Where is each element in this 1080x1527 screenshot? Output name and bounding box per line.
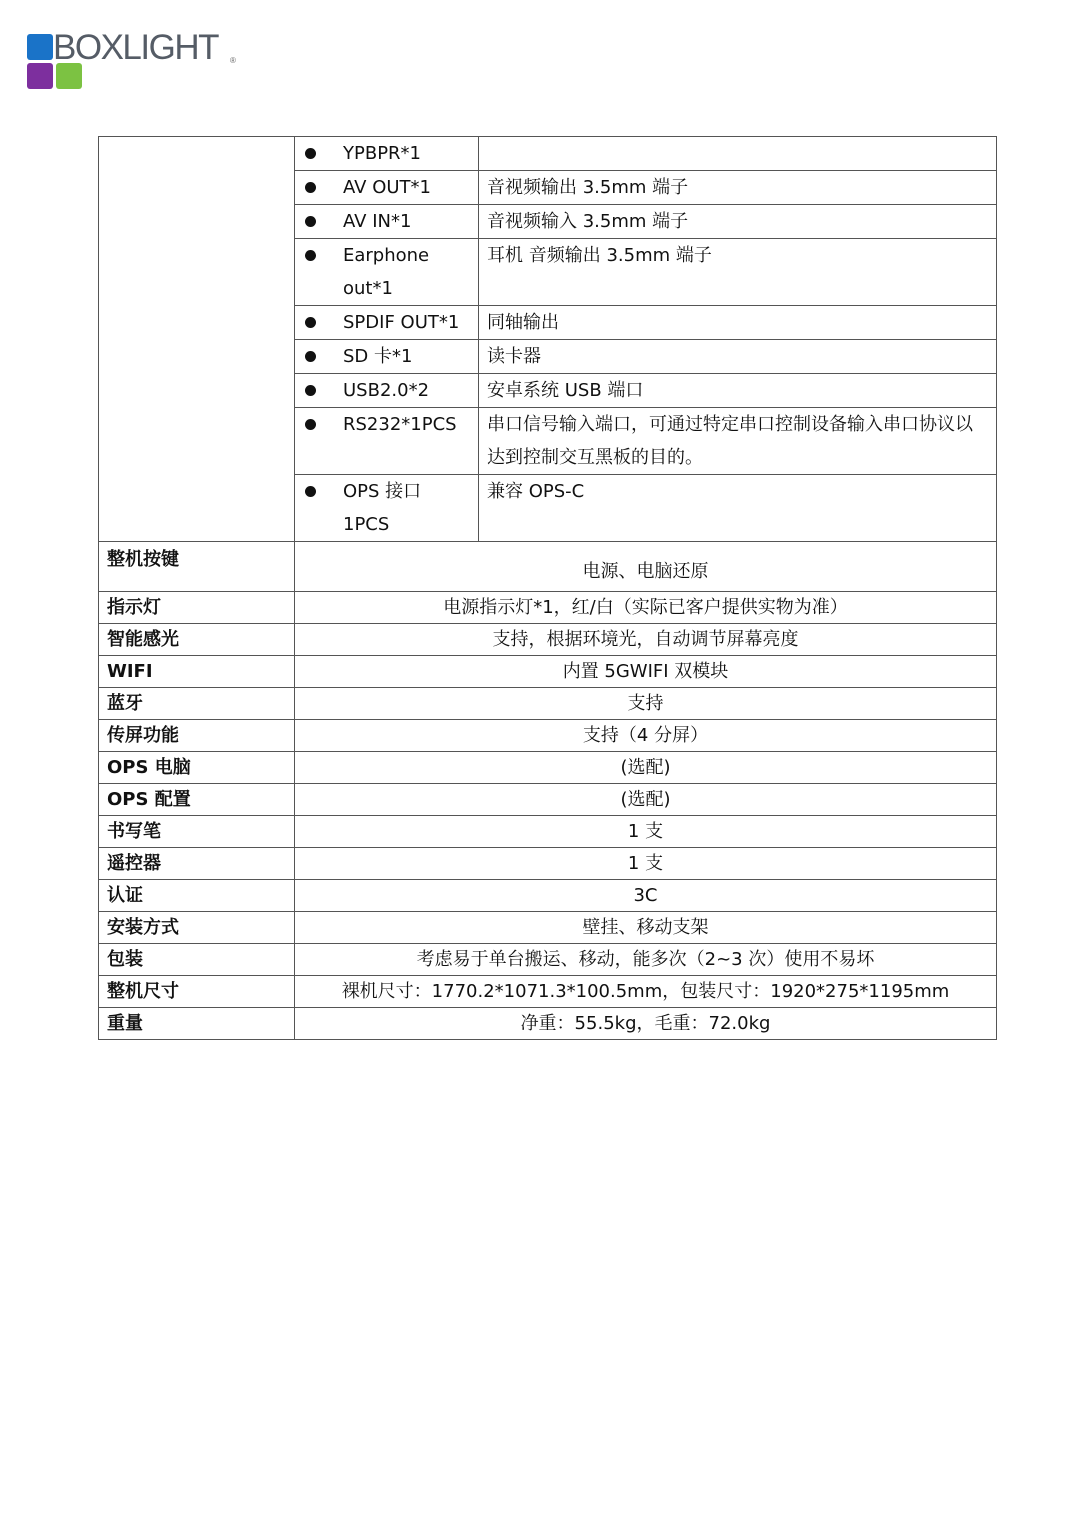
spec-value: (选配)	[295, 784, 997, 816]
table-row	[99, 848, 997, 880]
logo-trademark: ®	[230, 56, 236, 65]
spec-label: 重量	[99, 1008, 295, 1040]
port-name: YPBPR*1	[343, 143, 422, 164]
table-row	[99, 752, 997, 784]
spec-label: OPS 配置	[99, 784, 295, 816]
spec-label: 整机按键	[99, 542, 295, 592]
spec-label: 包装	[99, 944, 295, 976]
spec-label: 指示灯	[99, 592, 295, 624]
spec-value: (选配)	[295, 752, 997, 784]
logo-wordmark: BOXLIGHT	[53, 28, 218, 67]
port-description: 读卡器	[479, 340, 997, 374]
port-description: 同轴输出	[479, 306, 997, 340]
port-name: SPDIF OUT*1	[343, 312, 460, 333]
table-row	[99, 816, 997, 848]
table-row	[99, 784, 997, 816]
table-row	[99, 720, 997, 752]
bullet-icon	[305, 385, 316, 396]
table-row	[99, 880, 997, 912]
spec-label: 智能感光	[99, 624, 295, 656]
table-row	[99, 1008, 997, 1040]
spec-label: OPS 电脑	[99, 752, 295, 784]
spec-table	[98, 136, 997, 1040]
port-description: 安卓系统 USB 端口	[479, 374, 997, 408]
spec-label: 遥控器	[99, 848, 295, 880]
spec-value: 1 支	[295, 816, 997, 848]
table-row	[99, 912, 997, 944]
port-name: USB2.0*2	[343, 380, 430, 401]
spec-value: 电源指示灯*1，红/白（实际已客户提供实物为准）	[295, 592, 997, 624]
port-name: OPS 接口 1PCS	[343, 481, 422, 535]
spec-label: 整机尺寸	[99, 976, 295, 1008]
port-description	[479, 137, 997, 171]
table-row	[99, 656, 997, 688]
interfaces-label-cell	[99, 137, 295, 542]
port-name: Earphone out*1	[343, 245, 430, 299]
spec-label: 安装方式	[99, 912, 295, 944]
boxlight-logo	[27, 30, 267, 92]
table-row	[99, 976, 997, 1008]
port-description: 耳机 音频输出 3.5mm 端子	[479, 239, 997, 306]
bullet-icon	[305, 317, 316, 328]
bullet-icon	[305, 486, 316, 497]
bullet-icon	[305, 419, 316, 430]
port-description: 音视频输出 3.5mm 端子	[479, 171, 997, 205]
spec-label: 书写笔	[99, 816, 295, 848]
port-description: 音视频输入 3.5mm 端子	[479, 205, 997, 239]
table-row	[99, 624, 997, 656]
table-row	[99, 137, 997, 171]
table-row	[99, 944, 997, 976]
port-description: 兼容 OPS-C	[479, 475, 997, 542]
logo-blue-square	[27, 34, 53, 60]
bullet-icon	[305, 351, 316, 362]
spec-value: 内置 5GWIFI 双模块	[295, 656, 997, 688]
table-row	[99, 542, 997, 592]
spec-value: 净重：55.5kg，毛重：72.0kg	[295, 1008, 997, 1040]
bullet-icon	[305, 250, 316, 261]
spec-value: 考虑易于单台搬运、移动，能多次（2~3 次）使用不易坏	[295, 944, 997, 976]
logo-purple-square	[27, 63, 53, 89]
spec-label: 传屏功能	[99, 720, 295, 752]
spec-value: 1 支	[295, 848, 997, 880]
bullet-icon	[305, 148, 316, 159]
bullet-icon	[305, 182, 316, 193]
table-row	[99, 592, 997, 624]
spec-value: 3C	[295, 880, 997, 912]
spec-label: 蓝牙	[99, 688, 295, 720]
port-name: SD 卡*1	[343, 346, 413, 367]
port-name: AV IN*1	[343, 211, 412, 232]
spec-value: 裸机尺寸：1770.2*1071.3*100.5mm，包装尺寸：1920*275*1195mm	[295, 976, 997, 1008]
bullet-icon	[305, 216, 316, 227]
spec-value: 电源、电脑还原	[295, 542, 997, 592]
table-row	[99, 688, 997, 720]
spec-value: 壁挂、移动支架	[295, 912, 997, 944]
spec-value: 支持，根据环境光，自动调节屏幕亮度	[295, 624, 997, 656]
spec-label: WIFI	[99, 656, 295, 688]
port-name: RS232*1PCS	[343, 414, 457, 435]
port-name: AV OUT*1	[343, 177, 431, 198]
spec-value: 支持	[295, 688, 997, 720]
spec-value: 支持（4 分屏）	[295, 720, 997, 752]
port-description: 串口信号输入端口，可通过特定串口控制设备输入串口协议以达到控制交互黑板的目的。	[479, 408, 997, 475]
spec-label: 认证	[99, 880, 295, 912]
